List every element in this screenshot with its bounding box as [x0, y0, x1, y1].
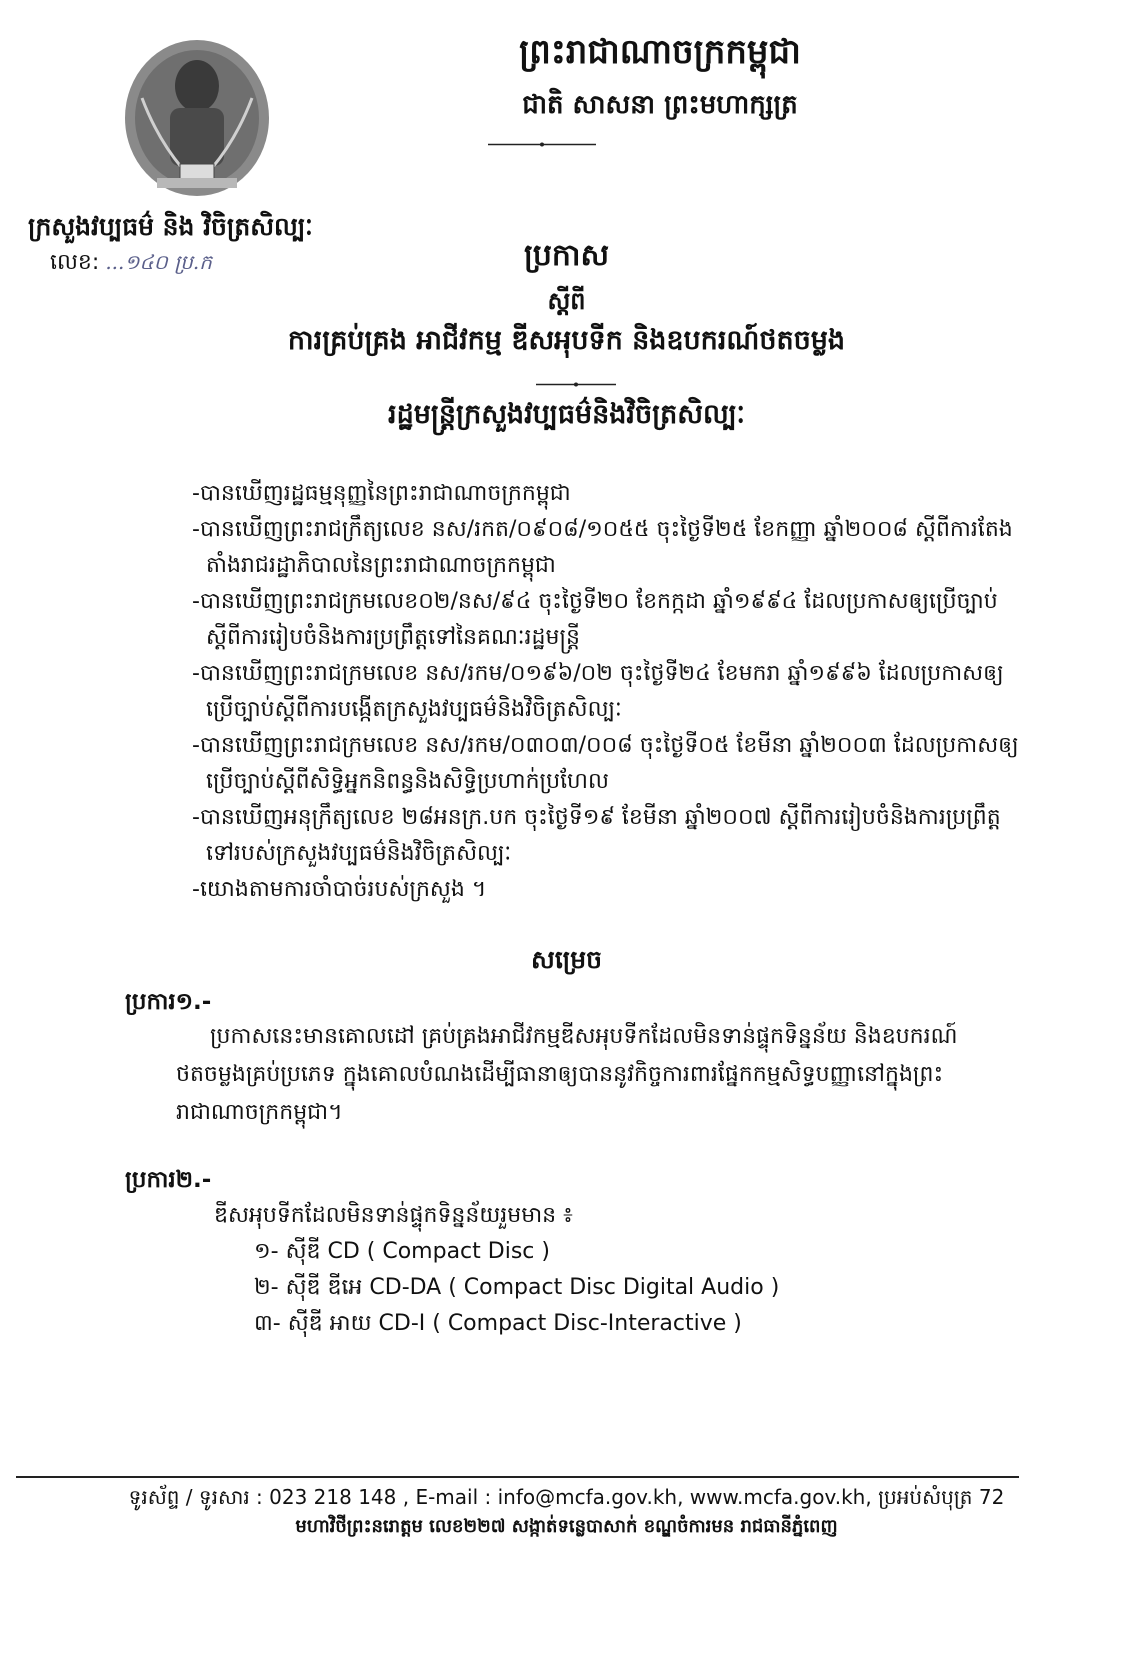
footer-contact: ទូរស័ព្ទ / ទូរសារ : 023 218 148 , E-mail : info@mcfa.gov.kh, www.mcfa.gov.kh, ប្រអប់សំបុត្រ 72 — [128, 1485, 1005, 1509]
ministry-name: ក្រសួងវប្បធម៌ និង វិចិត្រសិល្បៈ — [28, 212, 313, 241]
article-1-line: រាជាណាចក្រកម្ពុជា។ — [176, 1100, 343, 1125]
disc-type-item: ១- ស៊ីឌី CD ( Compact Disc ) — [254, 1239, 550, 1264]
seen-continuation: ស្តីពីការរៀបចំនិងការប្រព្រឹត្តទៅនៃគណៈរដ្ឋមន្ត្រី — [206, 625, 580, 650]
header-divider — [488, 132, 596, 137]
footer-address: មហាវិថីព្រះនរោត្តម លេខ២២៧ សង្កាត់ទន្លេបាសាក់ ខណ្ឌចំការមន រាជធានីភ្នំពេញ — [295, 1516, 838, 1537]
article-1-body — [176, 1018, 1076, 1132]
kingdom-title: ព្រះរាជាណាចក្រកម្ពុជា — [519, 32, 801, 72]
article-2-intro: ឌីសអុបទីកដែលមិនទាន់ផ្ទុកទិន្នន័យរួមមាន ៖ — [214, 1203, 573, 1228]
seen-continuation: ប្រើច្បាប់ស្តីពីការបង្កើតក្រសួងវប្បធម៌និងវិចិត្រសិល្បៈ — [206, 697, 622, 722]
document-about: ស្តីពី — [547, 287, 586, 315]
reference-label: លេខ: — [50, 250, 100, 275]
article-1-label: ប្រការ១.- — [125, 989, 212, 1015]
article-2-label: ប្រការ២.- — [125, 1167, 212, 1193]
seen-line: -បានឃើញព្រះរាជក្រឹត្យលេខ នស/រកត/០៩០៨/១០៥៥ ចុះថ្ងៃទី២៥ ខែកញ្ញា ឆ្នាំ២០០៨ ស្តីពីការតែង — [192, 517, 1013, 542]
seen-continuation: ទៅរបស់ក្រសួងវប្បធម៌និងវិចិត្រសិល្បៈ — [206, 841, 512, 866]
seen-clauses — [192, 476, 1082, 908]
subject-divider — [536, 372, 616, 377]
ministry-emblem — [122, 38, 272, 198]
article-1-line: ប្រកាសនេះមានគោលដៅ គ្រប់គ្រងអាជីវកម្មឌីសអុបទីកដែលមិនទាន់ផ្ទុកទិន្នន័យ និងឧបករណ៍ — [210, 1024, 958, 1049]
seen-line: -បានឃើញរដ្ឋធម្មនុញ្ញនៃព្រះរាជាណាចក្រកម្ពុជា — [192, 481, 571, 506]
seen-line: -បានឃើញព្រះរាជក្រមលេខ០២/នស/៩៤ ចុះថ្ងៃទី២០ ខែកក្កដា ឆ្នាំ១៩៩៤ ដែលប្រកាសឲ្យប្រើច្បាប់ — [192, 589, 998, 614]
seen-line: -បានឃើញព្រះរាជក្រមលេខ នស/រកម/០១៩៦/០២ ចុះថ្ងៃទី២៤ ខែមករា ឆ្នាំ១៩៩៦ ដែលប្រកាសឲ្យ — [192, 661, 1004, 686]
article-2-body — [214, 1198, 779, 1342]
footer-divider — [16, 1476, 1019, 1478]
article-1-line: ថតចម្លងគ្រប់ប្រភេទ ក្នុងគោលបំណងដើម្បីធានាឲ្យបាននូវកិច្ចការពារផ្នែកកម្មសិទ្ធបញ្ញានៅក្នុងព្រះ — [176, 1062, 944, 1087]
seen-line: -បានឃើញព្រះរាជក្រមលេខ នស/រកម/០៣០៣/០០៨ ចុះថ្ងៃទី០៥ ខែមីនា ឆ្នាំ២០០៣ ដែលប្រកាសឲ្យ — [192, 733, 1019, 758]
document-subject: ការគ្រប់គ្រង អាជីវកម្ម ឌីសអុបទីក និងឧបករណ៍ថតចម្លង — [287, 325, 846, 356]
decision-heading: សម្រេច — [531, 945, 602, 974]
document-title: ប្រកាស — [523, 238, 610, 273]
disc-type-item: ៣- ស៊ីឌី អាយ CD-I ( Compact Disc-Interactive ) — [254, 1311, 742, 1336]
national-motto: ជាតិ សាសនា ព្រះមហាក្សត្រ — [522, 90, 798, 120]
minister-title: រដ្ឋមន្ត្រីក្រសួងវប្បធម៌និងវិចិត្រសិល្បៈ — [388, 399, 745, 430]
seen-line: -យោងតាមការចាំបាច់របស់ក្រសួង ។ — [192, 877, 487, 902]
reference-value: ...១៤០ ប្រ.ក — [105, 250, 212, 274]
disc-type-item: ២- ស៊ីឌី ឌីអេ CD-DA ( Compact Disc Digital Audio ) — [254, 1275, 780, 1300]
seen-line: -បានឃើញអនុក្រឹត្យលេខ ២៨អនក្រ.បក ចុះថ្ងៃទី១៩ ខែមីនា ឆ្នាំ២០០៧ ស្តីពីការរៀបចំនិងការប្រព្រឹត្ត — [192, 805, 1001, 830]
seen-continuation: ប្រើច្បាប់ស្តីពីសិទ្ធិអ្នកនិពន្ធនិងសិទ្ធិប្រហាក់ប្រហែល — [206, 769, 609, 794]
seen-continuation: តាំងរាជរដ្ឋាភិបាលនៃព្រះរាជាណាចក្រកម្ពុជា — [206, 553, 556, 578]
